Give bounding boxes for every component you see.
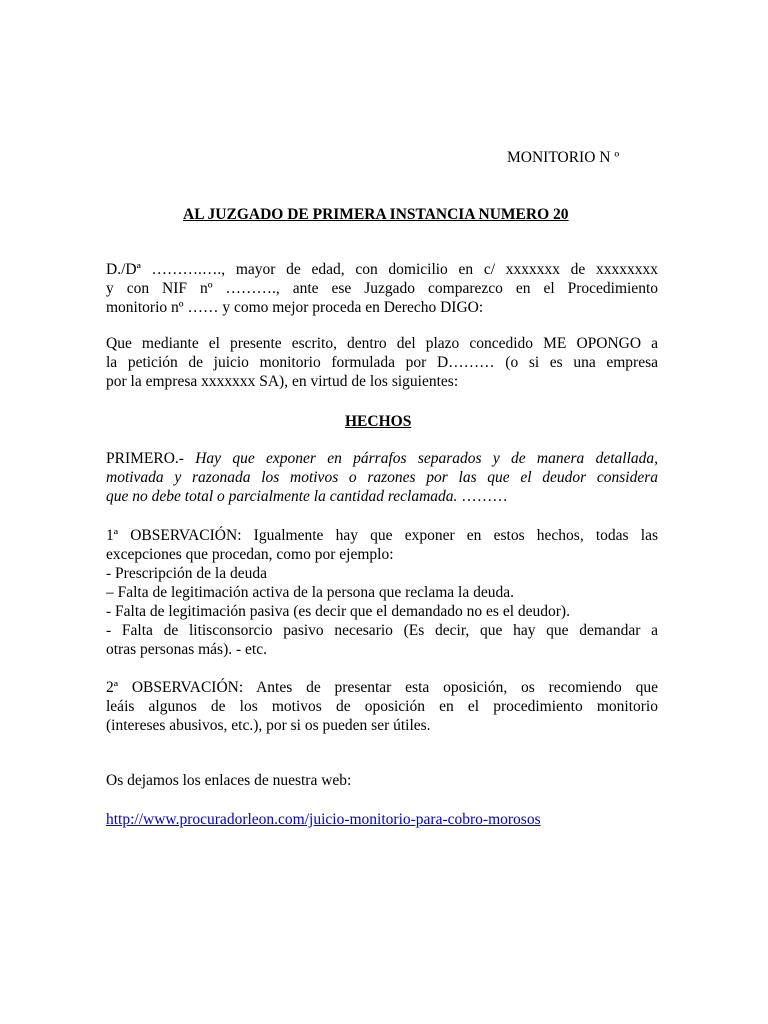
intro-line: monitorio nº …… y como mejor proceda en Derecho DIGO:: [106, 299, 484, 316]
observation-2-line: (intereses abusivos, etc.), por si os pueden ser útiles.: [106, 717, 431, 734]
hechos-heading: HECHOS: [345, 413, 412, 430]
observation-1-item: - Falta de litisconsorcio pasivo necesario (Es decir, que hay que demandar a: [106, 622, 658, 639]
primero-line: motivada y razonada los motivos o razones por las que el deudor considera: [106, 469, 658, 486]
opposition-paragraph: [106, 334, 658, 391]
opposition-line: Que mediante el presente escrito, dentro del plazo concedido ME OPONGO a: [106, 335, 658, 352]
observation-2-line: 2ª OBSERVACIÓN: Antes de presentar esta oposición, os recomiendo que: [106, 679, 658, 696]
opposition-line: por la empresa xxxxxxx SA), en virtud de los siguientes:: [106, 373, 459, 390]
primero-label: PRIMERO.-: [106, 450, 184, 467]
observation-1-item: – Falta de legitimación activa de la persona que reclama la deuda.: [106, 584, 514, 601]
intro-line: D./Dª ……….…., mayor de edad, con domicilio en c/ xxxxxxx de xxxxxxxx: [106, 261, 658, 278]
observation-1-line: otras personas más). - etc.: [106, 641, 267, 658]
observation-2-paragraph: [106, 678, 658, 735]
primero-line: [106, 449, 658, 468]
observation-1-line: 1ª OBSERVACIÓN: Igualmente hay que exponer en estos hechos, todas las: [106, 527, 658, 544]
observation-1-item: - Falta de legitimación pasiva (es decir que el demandado no es el deudor).: [106, 603, 570, 620]
observation-1-paragraph: [106, 526, 658, 659]
court-heading: AL JUZGADO DE PRIMERA INSTANCIA NUMERO 20: [183, 206, 569, 223]
opposition-line: la petición de juicio monitorio formulada por D……… (o si es una empresa: [106, 354, 658, 371]
website-link[interactable]: http://www.procuradorleon.com/juicio-monitorio-para-cobro-morosos: [106, 811, 541, 828]
intro-line: y con NIF nº ………., ante ese Juzgado comparezco en el Procedimiento: [106, 280, 658, 297]
monitorio-number: MONITORIO N º: [507, 149, 620, 166]
intro-paragraph: [106, 260, 658, 317]
primero-text: Hay que exponer en párrafos separados y de manera detallada,: [183, 450, 658, 467]
observation-1-item: - Prescripción de la deuda: [106, 565, 267, 582]
observation-1-line: excepciones que procedan, como por ejemplo:: [106, 546, 394, 563]
primero-paragraph: [106, 449, 658, 506]
primero-ellipsis: ………: [457, 488, 508, 505]
primero-text: que no debe total o parcialmente la cantidad reclamada.: [106, 488, 458, 505]
links-intro: Os dejamos los enlaces de nuestra web:: [106, 772, 352, 789]
observation-2-line: leáis algunos de los motivos de oposición en el procedimiento monitorio: [106, 698, 658, 715]
primero-line: [106, 487, 658, 506]
